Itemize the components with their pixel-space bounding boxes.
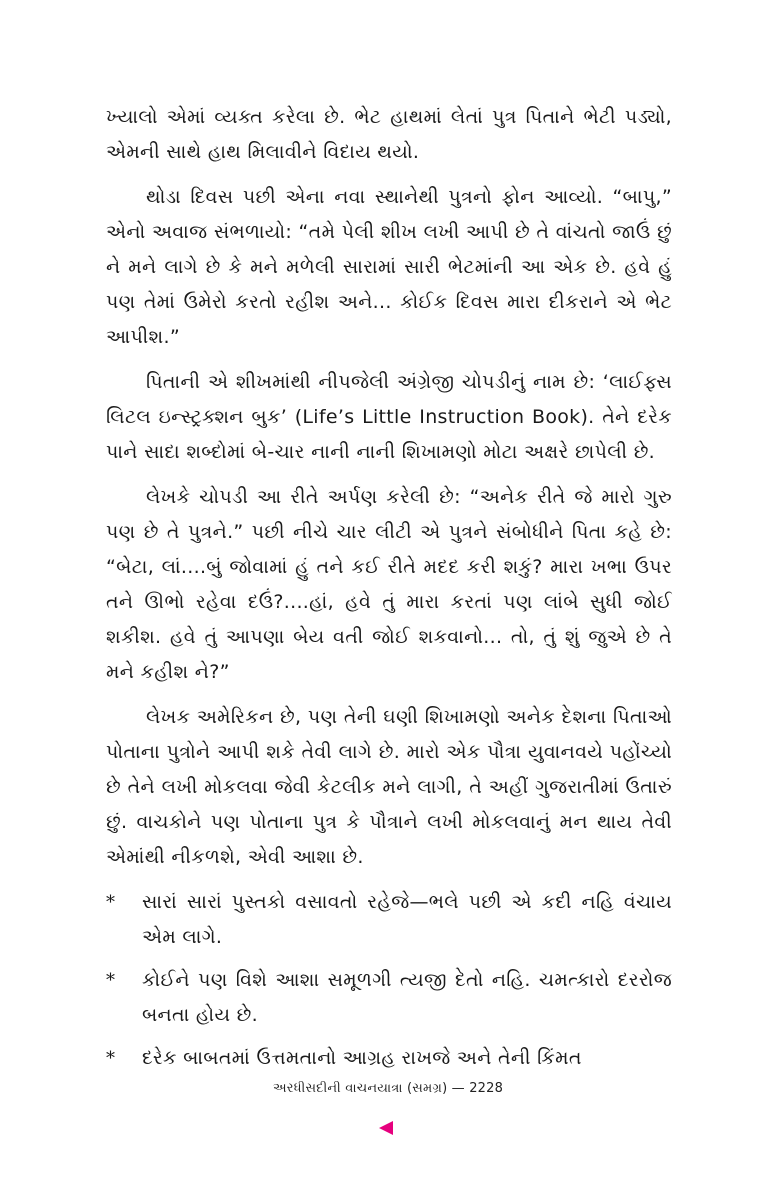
- list-item-text: સારાં સારાં પુસ્તકો વસાવતો રહેજે—ભલે પછી એ કદી નહિ વંચાય એમ લાગે.: [142, 891, 672, 948]
- bullet-marker: *: [106, 970, 116, 991]
- bullet-marker: *: [106, 892, 116, 913]
- paragraph-book-title: પિતાની એ શીખમાંથી નીપજેલી અંગ્રેજી ચોપડીનું નામ છે: ‘લાઈફ્સ લિટલ ઇન્સ્ટ્રક્શન બુક’ (Life’s Little Instruction Book). તેને દરેક પાને સાદા શબ્દોમાં બે-ચાર નાની નાની શિખામણો મોટા અક્ષરે છાપેલી છે.: [106, 371, 672, 463]
- list-item-text: દરેક બાબતમાં ઉત્તમતાનો આગ્રહ રાખજે અને તેની કિંમત: [142, 1047, 582, 1069]
- page-body: [106, 100, 672, 1084]
- paragraph-phone-call: થોડા દિવસ પછી એના નવા સ્થાનેથી પુત્રનો ફોન આવ્યો. “બાપુ,” એનો અવાજ સંભળાયો: “તમે પેલી શીખ લખી આપી છે તે વાંચતો જાઉં છું ને મને લાગે છે કે મને મળેલી સારામાં સારી ભેટમાંની આ એક છે. હવે હું પણ તેમાં ઉમેરો કરતો રહીશ અને... કોઈક દિવસ મારા દીકરાને એ ભેટ આપીશ.”: [106, 186, 672, 348]
- advice-list: [106, 885, 672, 1076]
- list-item: [106, 963, 672, 1033]
- paragraph-continuation: ખ્યાલો એમાં વ્યક્ત કરેલા છે. ભેટ હાથમાં લેતાં પુત્ર પિતાને ભેટી પડ્યો, એમની સાથે હાથ મિલાવીને વિદાય થયો.: [106, 106, 672, 163]
- list-item-text: કોઈને પણ વિશે આશા સમૂળગી ત્યજી દેતો નહિ. ચમત્કારો દરરોજ બનતા હોય છે.: [142, 969, 672, 1026]
- left-triangle-icon[interactable]: [379, 1121, 393, 1135]
- list-item: [106, 1041, 672, 1076]
- page-footer: અરધીસદીની વાચનયાત્રા (સમગ્ર) — 2228: [272, 1081, 504, 1096]
- paragraph-author: લેખક અમેરિકન છે, પણ તેની ઘણી શિખામણો અનેક દેશના પિતાઓ પોતાના પુત્રોને આપી શકે તેવી લાગે છે. મારો એક પૌત્રા યુવાનવયે પહોંચ્યો છે તેને લખી મોકલવા જેવી કેટલીક મને લાગી, તે અહીં ગુજરાતીમાં ઉતારું છું. વાચકોને પણ પોતાના પુત્ર કે પૌત્રાને લખી મોકલવાનું મન થાય તેવી એમાંથી નીકળશે, એવી આશા છે.: [106, 706, 672, 868]
- bullet-marker: *: [106, 1048, 116, 1069]
- paragraph-dedication: લેખકે ચોપડી આ રીતે અર્પણ કરેલી છે: “અનેક રીતે જે મારો ગુરુ પણ છે તે પુત્રને.” પછી નીચે ચાર લીટી એ પુત્રને સંબોધીને પિતા કહે છે: “બેટા, લાં....બું જોવામાં હું તને કઈ રીતે મદદ કરી શકું? મારા ખભા ઉપર તને ઊભો રહેવા દઉં?....હાં, હવે તું મારા કરતાં પણ લાંબે સુધી જોઈ શકીશ. હવે તું આપણા બેય વતી જોઈ શકવાનો... તો, તું શું જુએ છે તે મને કહીશ ને?”: [106, 486, 672, 683]
- list-item: [106, 885, 672, 955]
